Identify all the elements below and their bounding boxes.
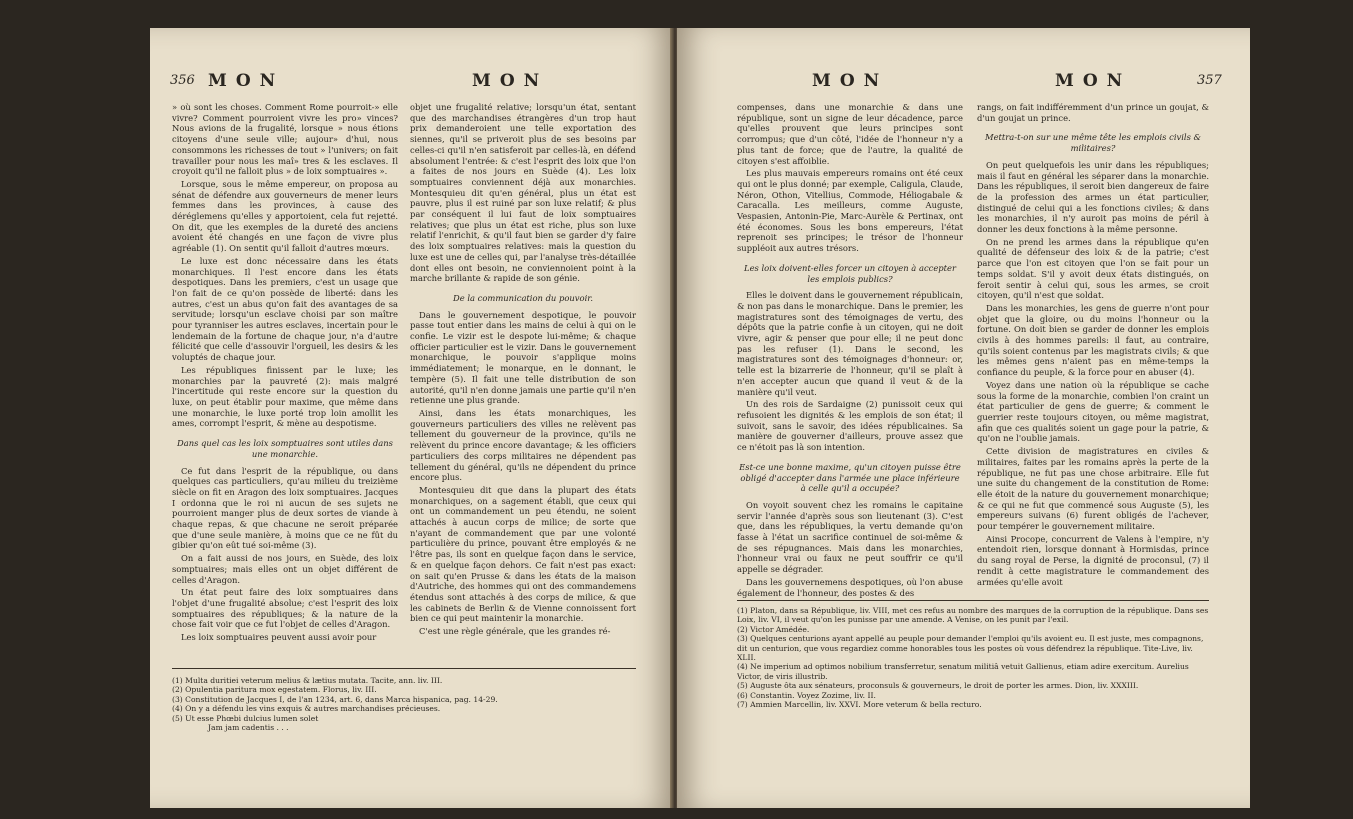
paragraph: Les républiques finissent par le luxe; les monarchies par la pauvreté (2): mais malgré l'incertitude qui reste encore sur la question du luxe, on peut établir pour maxime, que même dans une monarchie, le luxe porté trop loin amollit les ames, corrompt l'esprit, & mène au despotisme. — [172, 364, 398, 429]
footnote: (6) Constantin. Voyez Zozime, liv. II. — [737, 690, 876, 700]
paragraph: Un état peut faire des loix somptuaires dans l'objet d'une frugalité absolue; c'est l'esprit des loix somptuaires des républiques; & la nature de la chose fait voir que ce fut l'objet de celles d'Aragon. — [172, 587, 398, 630]
footnote: (1) Platon, dans sa République, liv. VIII, met ces refus au nombre des marques de la corruption de la république. Dans ses Loix, liv. VI, il veut qu'on les punisse par une amende. A Venise, on les punit par l'exil. — [737, 606, 1209, 625]
page-number: 357 — [1197, 73, 1222, 88]
paragraph: compenses, dans une monarchie & dans une république, sont un signe de leur décadence, parce qu'elles prouvent que leurs principes sont corrompus; que d'un côté, l'idée de l'honneur n'y a plus tant de force; que de l'autre, la qualité de citoyen s'est affoiblie. — [737, 102, 963, 166]
footnote-rule — [737, 600, 1209, 601]
text-column — [410, 102, 636, 639]
footnote: (4) On y a défendu les vins exquis & autres marchandises précieuses. — [172, 704, 441, 714]
section-heading: Est-ce une bonne maxime, qu'un citoyen puisse être obligé d'accepter dans l'armée une place inférieure à celle qu'il a occupée? — [739, 461, 961, 494]
paragraph: Un des rois de Sardaigne (2) punissoit ceux qui refusoient les dignités & les emplois de son état; il suivoit, sans le savoir, des idées républicaines. Sa manière de gouverner d'ailleurs, prouve assez que ce n'étoit pas là son intention. — [737, 399, 963, 453]
footnotes — [737, 606, 1209, 709]
section-heading: Les loix doivent-elles forcer un citoyen à accepter les emplois publics? — [744, 262, 956, 284]
footnote: (2) Opulentia paritura mox egestatem. Florus, liv. III. — [172, 685, 377, 695]
paragraph: Dans les gouvernemens despotiques, où l'on abuse également de l'honneur, des postes & des — [737, 576, 963, 598]
paragraph: Lorsque, sous le même empereur, on proposa au sénat de défendre aux gouverneurs de mener leurs femmes dans les provinces, à cause des déréglemens qu'elles y apportoient, cela fut rejetté. On dit, que les exemples de la dureté des anciens avoient été changés en une façon de vivre plus agréable (1). On sentit qu'il falloit d'autres mœurs. — [172, 178, 398, 254]
paragraph: Dans le gouvernement despotique, le pouvoir passe tout entier dans les mains de celui à qui on le confie. Le vizir est le despote lui-même; & chaque officier particulier est le vizir. Dans le gouvernement monarchique, le pouvoir s'applique moins immédiatement; le monarque, en le donnant, le tempère (5). Il fait une telle distribution de son autorité, qu'il n'en donne jamais une partie qu'il n'en retienne une plus grande. — [410, 309, 636, 406]
paragraph: objet une frugalité relative; lorsqu'un état, sentant que des marchandises étrangères d'un trop haut prix demanderoient une telle exportation des siennes, qu'il se priveroit plus de ses besoins par celles-ci qu'il n'en satisferoit par celles-là, en défend absolument l'entrée: & c'est l'esprit des loix que l'on a faites de nos jours en Suède (4). Les loix somptuaires conviennent déjà aux monarchies. Montesquieu dit qu'en général, plus un état est pauvre, plus il est ruiné par son luxe relatif; & plus par conséquent il lui faut de loix somptuaires relatives; que plus un état est riche, plus son luxe relatif l'enrichit, & qu'il faut bien se garder d'y faire des loix somptuaires relatives: mais la question du luxe est une de celles qui, par l'analyse très-détaillée dont elles ont besoin, ne conviennoient point à la marche brillante & rapide de son génie. — [410, 102, 636, 284]
footnote: (3) Constitution de Jacques I, de l'an 1234, art. 6, dans Marca hispanica, pag. 14-29. — [172, 694, 498, 704]
paragraph: Voyez dans une nation où la république se cache sous la forme de la monarchie, combien l'on craint un état particulier de gens de guerre; & comment le guerrier reste toujours citoyen, ou même magistrat, afin que ces qualités soient un gage pour la patrie, & qu'on ne l'oublie jamais. — [977, 379, 1209, 444]
text-column — [977, 102, 1209, 589]
section-heading: De la communication du pouvoir. — [453, 292, 593, 303]
open-book — [150, 28, 1250, 808]
running-head: MON — [1055, 71, 1132, 91]
footnotes — [172, 676, 636, 732]
paragraph: Dans les monarchies, les gens de guerre n'ont pour objet que la gloire, ou du moins l'honneur ou la fortune. On doit bien se garder de donner les emplois civils à des hommes pareils: il faut, au contraire, qu'ils soient contenus par les magistrats civils; & que les mêmes gens n'aient pas en même-temps la confiance du peuple, & la force pour en abuser (4). — [977, 302, 1209, 378]
footnote: (4) Ne imperium ad optimos nobilium transferretur, senatum militiâ vetuit Gallienus, etiam adire exercitum. Aurelius Victor, de viris illustrib. — [737, 662, 1189, 681]
paragraph: Les plus mauvais empereurs romains ont été ceux qui ont le plus donné; par exemple, Caligula, Claude, Néron, Othon, Vitellius, Commode, Héliogabale & Caracalla. Les meilleurs, comme Auguste, Vespasien, Antonin-Pie, Marc-Aurèle & Pertinax, ont été économes. Sous les bons empereurs, l'état reprenoit ses principes; le trésor de l'honneur suppléoit aux autres trésors. — [737, 168, 963, 254]
running-head: MON — [472, 71, 549, 91]
paragraph: Ainsi Procope, concurrent de Valens à l'empire, n'y entendoit rien, lorsque donnant à Hormisdas, prince du sang royal de Perse, la dignité de proconsul, (7) il rendit à cette magistrature le commandement des armées qu'elle avoit — [977, 533, 1209, 587]
paragraph: rangs, on fait indifféremment d'un prince un goujat, & d'un goujat un prince. — [977, 102, 1209, 123]
section-heading: Mettra-t-on sur une même tête les emplois civils & militaires? — [985, 132, 1201, 154]
paragraph: On voyoit souvent chez les romains le capitaine servir l'année d'après sous son lieutenant (3). C'est que, dans les républiques, la vertu demande qu'on fasse à l'état un sacrifice continuel de soi-même & de ses répugnances. Mais dans les monarchies, l'honneur vrai ou faux ne peut souffrir ce qu'il appelle se dégrader. — [737, 499, 963, 575]
paragraph: Les loix somptuaires peuvent aussi avoir pour — [181, 632, 377, 643]
paragraph: On a fait aussi de nos jours, en Suède, des loix somptuaires; mais elles ont un objet différent de celles d'Aragon. — [172, 553, 398, 585]
paragraph: Elles le doivent dans le gouvernement républicain, & non pas dans le monarchique. Dans le premier, les magistratures sont des témoignages de vertu, des dépôts que la patrie confie à un citoyen, qui ne doit vivre, agir & penser que pour elle; il ne peut donc pas les refuser (1). Dans le second, les magistratures sont des témoignages d'honneur: or, telle est la bizarrerie de l'honneur, qu'il se plaît à n'en accepter aucun que quand il veut & de la manière qu'il veut. — [737, 290, 963, 397]
left-page — [150, 28, 673, 808]
footnote-rule — [172, 668, 636, 669]
footnote: (2) Victor Amédée. — [737, 624, 810, 634]
footnote: (5) Auguste ôta aux sénateurs, proconsuls & gouverneurs, le droit de porter les armes. Dion, liv. XXXIII. — [737, 681, 1139, 691]
footnote: (3) Quelques centurions ayant appellé au peuple pour demander l'emploi qu'ils avoient eu. Il est juste, mes compagnons, dit un centurion, que vous regardiez comme honorables tous les postes où vous défendrez la république. Tite-Live, liv. XLII. — [737, 634, 1204, 663]
paragraph: Ainsi, dans les états monarchiques, les gouverneurs particuliers des villes ne relèvent pas tellement du gouverneur de la province, qu'ils ne relèvent du prince encore davantage; & les officiers particuliers des corps militaires ne dépendent pas tellement du général, qu'ils ne dépendent du prince encore plus. — [410, 407, 636, 483]
section-heading: Dans quel cas les loix somptuaires sont utiles dans une monarchie. — [177, 438, 393, 459]
footnote: (5) Ut esse Phœbi dulcius lumen solet — [172, 713, 319, 723]
paragraph: Montesquieu dit que dans la plupart des états monarchiques, on a sagement établi, que ceux qui ont un commandement un peu étendu, ne soient attachés à aucun corps de milice; de sorte que n'ayant de commandement que par une volonté particulière du prince, pouvant être employés & ne l'être pas, ils sont en quelque façon dans le service, & en quelque façon dehors. Ce fait n'est pas exact: on sait qu'en Prusse & dans les états de la maison d'Autriche, des hommes qui ont des commandemens étendus sont attachés à des corps de milice, & que les cabinets de Berlin & de Vienne connoissent fort bien ce qui peut maintenir la monarchie. — [410, 484, 636, 624]
paragraph: On peut quelquefois les unir dans les républiques; mais il faut en général les séparer dans la monarchie. Dans les républiques, il seroit bien dangereux de faire de la profession des armes un état particulier, distingué de celui qui a les fonctions civiles; & dans les monarchies, il n'y auroit pas moins de péril à donner les deux fonctions à la même personne. — [977, 159, 1209, 235]
text-column — [737, 102, 963, 600]
footnote: Jam jam cadentis . . . — [208, 723, 289, 733]
paragraph: On ne prend les armes dans la république qu'en qualité de défenseur des loix & de la patrie; c'est parce que l'on est citoyen que l'on se fait pour un temps soldat. S'il y avoit deux états distingués, on feroit sentir à celui qui, sous les armes, se croit citoyen, qu'il n'est que soldat. — [977, 236, 1209, 301]
running-head: MON — [812, 71, 889, 91]
running-head: MON — [208, 71, 285, 91]
footnote: (1) Multa duritiei veterum melius & lætius mutata. Tacite, ann. liv. III. — [172, 676, 443, 685]
paragraph: C'est une règle générale, que les grandes ré- — [419, 626, 611, 637]
page-number: 356 — [170, 73, 195, 88]
paragraph: » où sont les choses. Comment Rome pourroit-» elle vivre? Comment pourroient vivre les pro» vinces? Nous avions de la frugalité, lorsque » nous étions citoyens d'une seule ville; aujour» d'hui, nous consommons les richesses de tout » l'univers; on fait travailler pour nous les maî» tres & les esclaves. Il croyoit qu'il ne falloit plus » de loix somptuaires ». — [172, 102, 398, 177]
paragraph: Le luxe est donc nécessaire dans les états monarchiques. Il l'est encore dans les états despotiques. Dans les premiers, c'est un usage que l'on fait de ce qu'on possède de liberté: dans les autres, c'est un abus qu'on fait des avantages de sa servitude; lorsqu'un esclave choisi par son maître pour tyranniser les autres esclaves, incertain pour le lendemain de la fortune de chaque jour, n'a d'autre félicité que celle d'assouvir l'orgueil, les desirs & les voluptés de chaque jour. — [172, 255, 398, 363]
text-column — [172, 102, 398, 645]
right-page — [677, 28, 1250, 808]
paragraph: Ce fut dans l'esprit de la république, ou dans quelques cas particuliers, qu'au milieu du treizième siècle on fit en Aragon des loix somptuaires. Jacques I ordonna que le roi ni aucun de ses sujets ne pourroient manger plus de deux sortes de viande à chaque repas, & que chacune ne seroit préparée que d'une seule manière, à moins que ce ne fût du gibier qu'on eût tué soi-même (3). — [172, 465, 398, 551]
footnote: (7) Ammien Marcellin, liv. XXVI. More veterum & bella recturo. — [737, 700, 982, 710]
paragraph: Cette division de magistratures en civiles & militaires, faites par les romains après la perte de la république, ne fut pas une chose arbitraire. Elle fut une suite du changement de la constitution de Rome: elle étoit de la nature du gouvernement monarchique; & ce qui ne fut que commencé sous Auguste (5), les empereurs suivans (6) furent obligés de l'achever, pour tempérer le gouvernement militaire. — [977, 446, 1209, 532]
